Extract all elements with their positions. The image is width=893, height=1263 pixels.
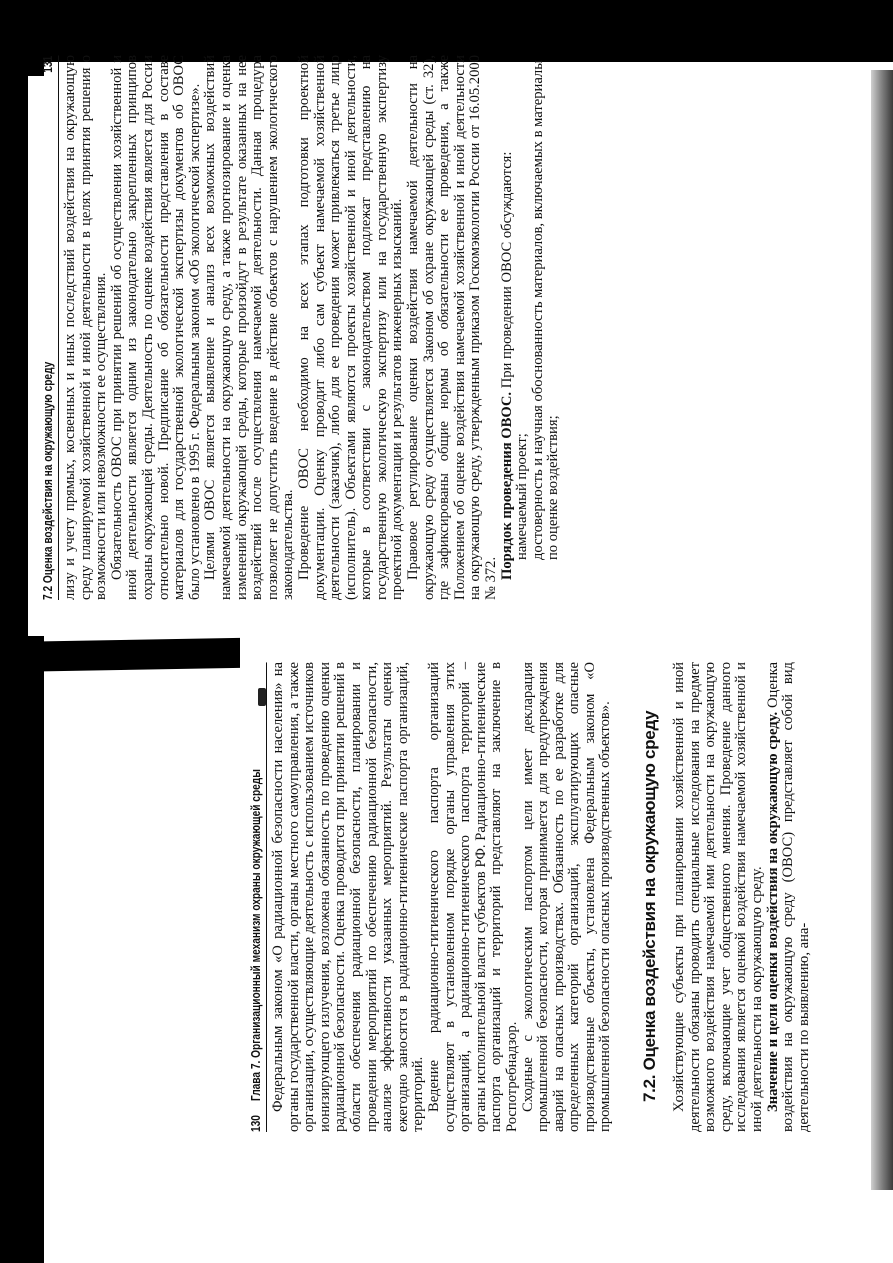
right-running-head (40, 56, 59, 600)
lead-rest: Оценка воздействия на окружающую среду (ОВОС) представляет собой вид деятельности по выявлению, ана- (764, 662, 812, 1132)
paragraph: Хозяйствующие субъекты при планировании хозяйственной и иной деятельности обязаны проводить специальные исследования на предмет возможного воздействия намечаемой ими деятельности на окружающую среду, включающие учет общественного мнения. Проведение данного исследования является оценкой воздействия намечаемой хозяйственной и иной деятельности на окружающую среду. (671, 662, 766, 1132)
book-page-edges (871, 70, 893, 1190)
left-running-head (248, 663, 267, 1132)
left-page-number: 130 (248, 1115, 263, 1132)
right-page (40, 55, 830, 600)
bold-lead: Порядок проведения ОВОС. (498, 391, 515, 580)
paragraph-with-lead (500, 55, 516, 600)
paragraph: Федеральным законом «О радиационной безопасности населения» на органы государственной власти, органы местного самоуправления, а также организации, осуществляющие деятельность с использованием источников ионизирующего излучения, возложена обязанность по проведению оценки радиационной безопасности. Оценка проводится при принятии решений в области обеспечения радиационной безопасности, планировании и проведении мероприятий по обеспечению радиационной безопасности, анализе эффективности указанных мероприятий. Результаты оценки ежегодно заносятся в радиационно-гигиенические паспорта организаций, территорий. (270, 662, 427, 1132)
section-title: 7.2. Оценка воздействия на окружающую среду (640, 710, 660, 1102)
paragraph: Обязательность ОВОС при принятии решений об осуществлении хозяйственной и иной деятельности является одним из законодательно закрепленных принципов охраны окружающей среды. Деятельность по оценке воздействия является для России относительно новой. Предписание об обязательности представления в составе материалов для государственной экологической экспертизы документов об ОВОС было установлено в 1995 г. Федеральным законом «Об экологической экспертизе». (108, 55, 203, 600)
left-page (248, 662, 848, 1132)
bold-lead: Значение и цели оценки воздействия на окружающую среду. (764, 711, 781, 1112)
left-head-title: Глава 7. Организационный механизм охраны окружающей среды (248, 769, 263, 1102)
bullet-list (515, 55, 562, 600)
paragraph: Правовое регулирование оценки воздействия намечаемой деятельности на окружающую среду осуществляется Законом об охране окружающей среды (ст. 32), где зафиксированы общие нормы об обязательности ее проведения, а также Положением об оценке воздействия намечаемой хозяйственной и иной деятельности на окружающую среду, утвержденным приказом Госкомэкологии России от 16.05.2000 № 372. (405, 55, 500, 600)
right-head-title: 7.2 Оценка воздействия на окружающую среду (40, 361, 55, 600)
paragraph: Сходные с экологическим паспортом цели имеет декларация промышленной безопасности, которая принимается для предупреждения аварий на опасных производствах. Обязанность по ее разработке для определенных категорий организаций, эксплуатирующих опасные производственные объекты, установлена Федеральным законом «О промышленной безопасности опасных производственных объектов». (519, 662, 614, 1132)
paragraph: Ведение радиационно-гигиенического паспорта организаций осуществляют в установленном порядке органы управления этих организаций, а радиационно-гигиенического паспорта территорий – органы исполнительной власти субъектов РФ. Радиационно-гигиенические паспорта организаций и территорий представляют на заключение в Роспотребнадзор. (425, 662, 520, 1132)
list-item: намечаемый проект; (514, 433, 531, 560)
paragraph: Целями ОВОС является выявление и анализ всех возможных воздействий намечаемой деятельности на окружающую среду, а также прогнозирование и оценка изменений окружающей среды, которые произойдут в результате оказанных на нее воздействий после осуществления намечаемой деятельности. Данная процедура позволяет не допустить введение в действие объектов с нарушением экологического законодательства. (202, 55, 297, 600)
paragraph-with-lead (766, 662, 813, 1132)
right-page-number: 131 (40, 55, 55, 73)
scan-border-top (0, 0, 893, 62)
paragraph: Проведение ОВОС необходимо на всех этапах подготовки проектной документации. Оценку проводит либо сам субъект намечаемой хозяйственной деятельности (заказчик), либо для ее проведения может привлекаться третье лицо (исполнитель). Объектами являются проекты хозяйственной и иной деятельности, которые в соответствии с законодательством подлежат представлению на государственную экологическую экспертизу или на государственную экспертизу проектной документации и результатов инженерных изысканий. (295, 55, 406, 600)
lead-rest: При проведении ОВОС обсуждаются: (498, 151, 515, 389)
list-item: достоверность и научная обоснованность материалов, включаемых в материалы по оценке воздействия; (529, 59, 562, 560)
paragraph: лизу и учету прямых, косвенных и иных последствий воздействия на окружающую среду планируемой хозяйственной и иной деятельности в целях принятия решения о возможности или невозможности ее осуществления. (62, 55, 110, 600)
spine-shadow (0, 638, 240, 672)
